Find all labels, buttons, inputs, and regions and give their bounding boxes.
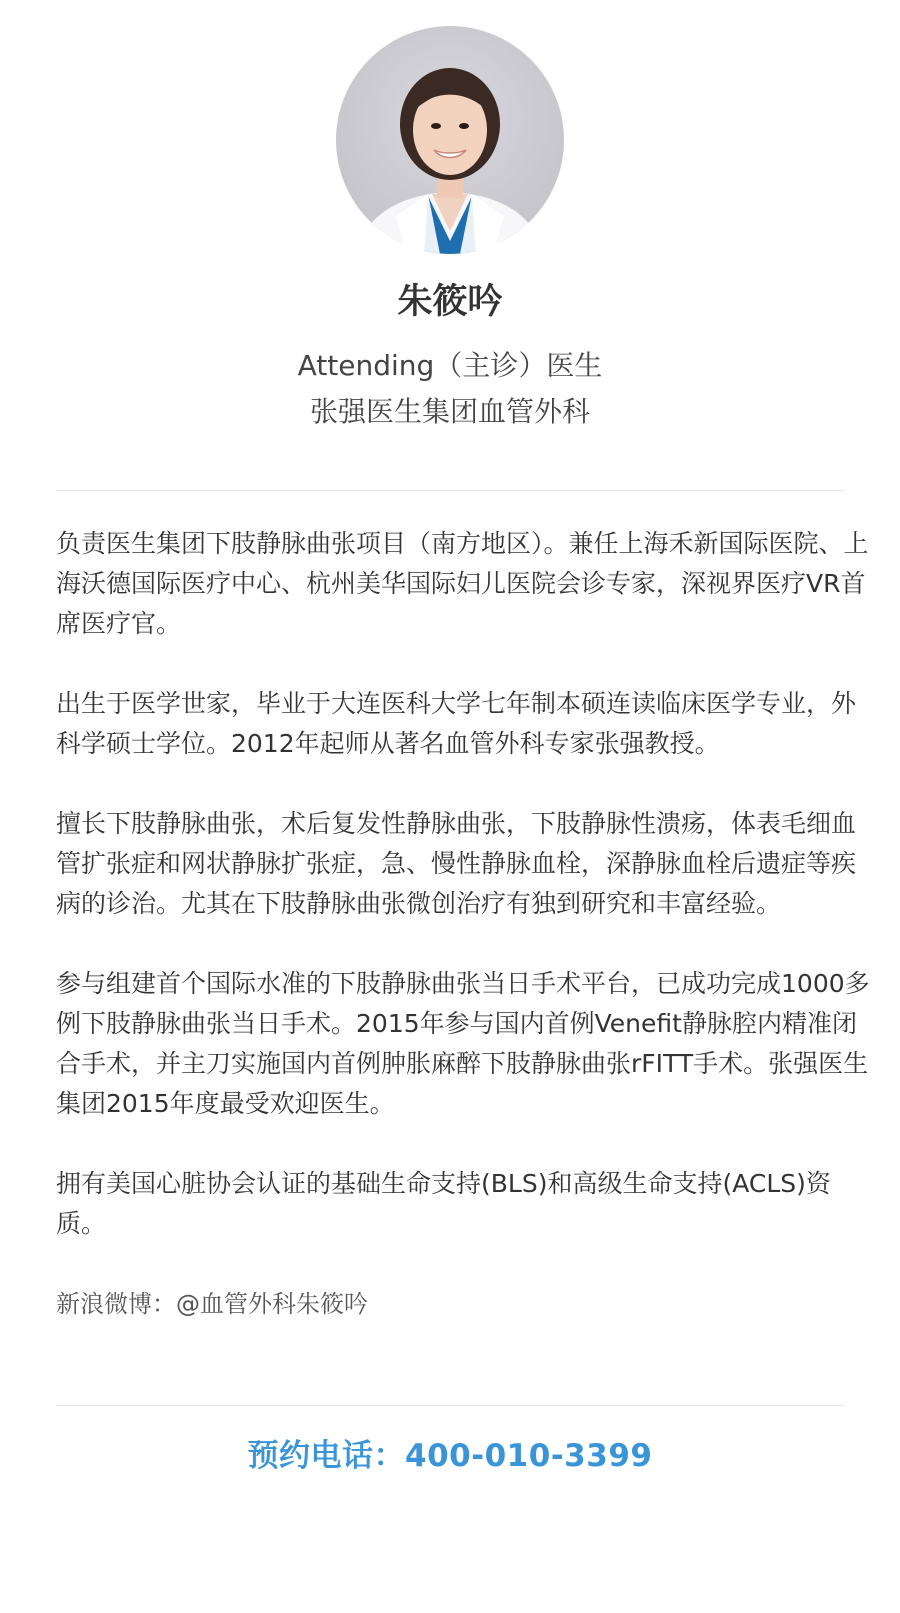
doctor-department: 张强医生集团血管外科 bbox=[309, 395, 590, 428]
weibo-handle[interactable]: 新浪微博：@血管外科朱筱吟 bbox=[56, 1290, 368, 1318]
bio-paragraph: 拥有美国心脏协会认证的基础生命支持(BLS)和高级生命支持(ACLS)资质。 bbox=[56, 1169, 831, 1238]
doctor-role: Attending（主诊）医生 bbox=[297, 349, 603, 382]
doctor-avatar bbox=[336, 26, 564, 254]
bio-paragraph: 负责医生集团下肢静脉曲张项目（南方地区）。兼任上海禾新国际医院、上海沃德国际医疗中心、杭州美华国际妇儿医院会诊专家，深视界医疗VR首席医疗官。 bbox=[56, 529, 869, 638]
doctor-portrait-image bbox=[336, 26, 564, 254]
doctor-name: 朱筱吟 bbox=[397, 282, 503, 322]
bio-paragraph: 出生于医学世家，毕业于大连医科大学七年制本硕连读临床医学专业，外科学硕士学位。2012年起师从著名血管外科专家张强教授。 bbox=[56, 689, 857, 758]
doctor-bio bbox=[56, 524, 876, 1324]
appointment-phone-link[interactable]: 预约电话：400-010-3399 bbox=[247, 1438, 653, 1474]
bio-paragraph: 参与组建首个国际水准的下肢静脉曲张当日手术平台，已成功完成1000多例下肢静脉曲张当日手术。2015年参与国内首例Venefit静脉腔内精准闭合手术，并主刀实施国内首例肿胀麻醉下肢静脉曲张rFITT手术。张强医生集团2015年度最受欢迎医生。 bbox=[56, 969, 870, 1118]
divider-top bbox=[56, 490, 844, 491]
bio-paragraph: 擅长下肢静脉曲张，术后复发性静脉曲张，下肢静脉性溃疡，体表毛细血管扩张症和网状静脉扩张症，急、慢性静脉血栓，深静脉血栓后遗症等疾病的诊治。尤其在下肢静脉曲张微创治疗有独到研究和丰富经验。 bbox=[56, 809, 857, 918]
divider-bottom bbox=[56, 1405, 844, 1406]
